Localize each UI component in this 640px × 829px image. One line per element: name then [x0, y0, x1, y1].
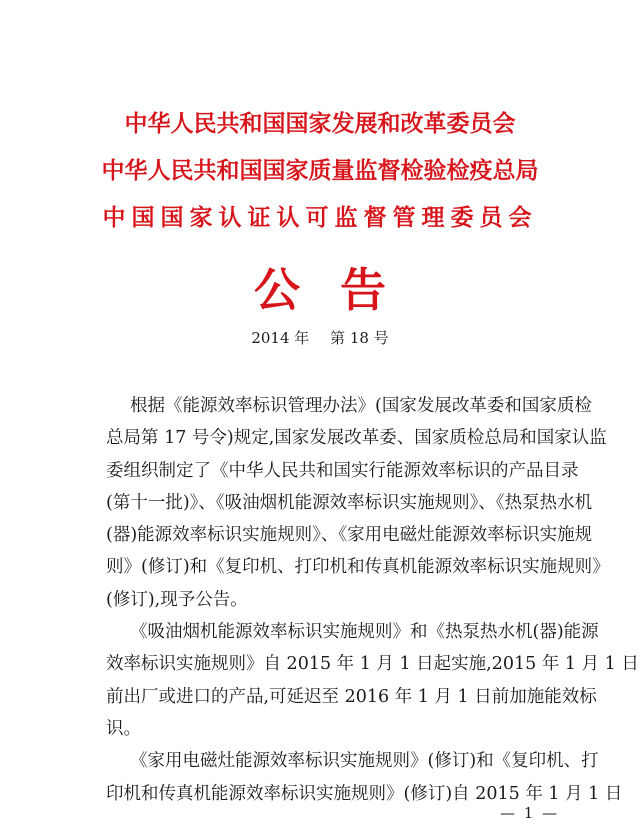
issuer-cnca: 中国国家认证认可监督管理委员会 — [102, 204, 538, 231]
body-text-line: 前出厂或进口的产品,可延迟至 2016 年 1 月 1 日前加施能效标 — [106, 686, 597, 707]
document-serial: 第 18 号 — [330, 329, 389, 347]
page-number: — 1 — — [500, 804, 560, 822]
body-text-line: 根据《能源效率标识管理办法》(国家发展改革委和国家质检 — [130, 396, 592, 416]
body-text-line: 效率标识实施规则》自 2015 年 1 月 1 日起实施,2015 年 1 月 1 日 — [106, 654, 639, 675]
body-text-line: 则》(修订)和《复印机、打印机和传真机能源效率标识实施规则》 — [106, 557, 610, 578]
document-title: 公告 — [254, 263, 426, 317]
body-text-line: (器)能源效率标识实施规则》、《家用电磁灶能源效率标识实施规 — [106, 525, 593, 546]
body-text-line: 《吸油烟机能源效率标识实施规则》和《热泵热水机(器)能源 — [130, 622, 599, 643]
document-body — [106, 390, 639, 810]
document-year: 2014 年 — [251, 329, 310, 347]
body-text-line: 委组织制定了《中华人民共和国实行能源效率标识的产品目录 — [106, 460, 579, 481]
issuer-aqsiq: 中华人民共和国国家质量监督检验检疫总局 — [101, 157, 539, 184]
issuer-ndrc: 中华人民共和国国家发展和改革委员会 — [124, 110, 516, 137]
body-text-line: 识。 — [106, 718, 141, 739]
body-text-line: (修订),现予公告。 — [106, 589, 248, 610]
body-text-line: 总局第 17 号令)规定,国家发展改革委、国家质检总局和国家认监 — [106, 428, 607, 449]
body-text-line: (第十一批)》、《吸油烟机能源效率标识实施规则》、《热泵热水机 — [106, 492, 593, 513]
document-number — [0, 328, 640, 348]
body-text-line: 印机和传真机能源效率标识实施规则》(修订)自 2015 年 1 月 1 日 — [106, 783, 623, 804]
body-text-line: 《家用电磁灶能源效率标识实施规则》(修订)和《复印机、打 — [130, 751, 599, 772]
